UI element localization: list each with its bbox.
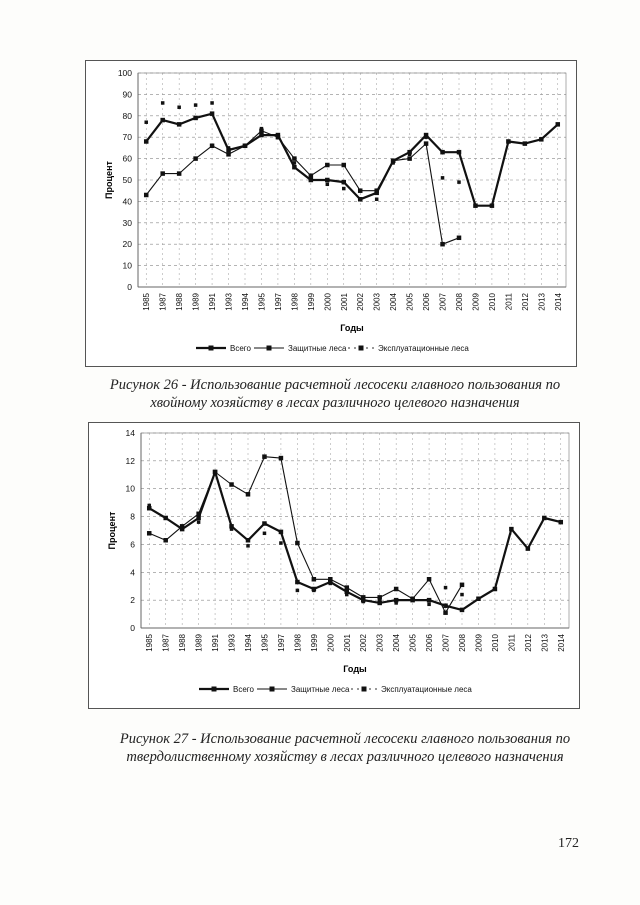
series-point-2 bbox=[147, 504, 151, 508]
x-tick-label: 2001 bbox=[342, 634, 352, 652]
x-tick-label: 2011 bbox=[504, 293, 514, 311]
series-point-1 bbox=[358, 188, 363, 193]
x-tick-label: 2004 bbox=[392, 634, 402, 652]
series-point-1 bbox=[374, 188, 379, 193]
series-point-2 bbox=[213, 470, 217, 474]
x-tick-label: 1997 bbox=[273, 293, 283, 311]
series-point-2 bbox=[457, 180, 461, 184]
y-tick-label: 80 bbox=[122, 110, 132, 121]
series-point-1 bbox=[328, 577, 333, 582]
series-point-1 bbox=[295, 541, 300, 546]
series-point-2 bbox=[194, 103, 198, 107]
series-point-1 bbox=[427, 577, 432, 582]
series-point-0 bbox=[279, 530, 284, 535]
caption-fig27: Рисунок 27 - Использование расчетной лесосеки главного пользования по твердолиственному хозяйству в лесах различного целевого назначения bbox=[119, 731, 571, 765]
series-point-1 bbox=[309, 173, 314, 178]
series-point-2 bbox=[260, 127, 264, 131]
series-point-0 bbox=[460, 608, 465, 613]
series-point-1 bbox=[160, 171, 165, 176]
series-point-2 bbox=[197, 520, 201, 524]
x-tick-label: 1985 bbox=[145, 634, 155, 652]
series-point-2 bbox=[358, 198, 362, 202]
series-point-1 bbox=[177, 171, 182, 176]
series-point-0 bbox=[556, 122, 561, 127]
y-axis-title: Процент bbox=[104, 161, 114, 199]
series-point-0 bbox=[144, 139, 149, 144]
x-tick-label: 2005 bbox=[408, 634, 418, 652]
x-tick-label: 2014 bbox=[556, 634, 566, 652]
series-point-0 bbox=[262, 521, 267, 526]
x-tick-label: 1995 bbox=[257, 293, 267, 311]
x-tick-label: 2002 bbox=[359, 634, 369, 652]
x-tick-label: 1994 bbox=[244, 634, 253, 652]
series-point-0 bbox=[292, 165, 297, 170]
x-tick-label: 2007 bbox=[438, 293, 448, 311]
series-point-1 bbox=[226, 152, 231, 157]
series-point-2 bbox=[279, 541, 283, 545]
x-tick-label: 1989 bbox=[194, 634, 204, 652]
series-point-1 bbox=[407, 156, 412, 161]
legend-label: Защитные леса bbox=[291, 685, 350, 694]
y-tick-label: 20 bbox=[122, 239, 132, 250]
x-tick-label: 1993 bbox=[227, 634, 237, 652]
y-tick-label: 10 bbox=[122, 260, 132, 271]
series-point-1 bbox=[144, 193, 149, 198]
x-tick-label: 2004 bbox=[389, 293, 399, 311]
chart-fig26-svg bbox=[86, 61, 576, 366]
series-point-0 bbox=[506, 139, 511, 144]
series-point-0 bbox=[559, 520, 564, 525]
x-tick-label: 2013 bbox=[537, 293, 547, 311]
series-point-1 bbox=[276, 135, 281, 140]
series-line-1 bbox=[146, 131, 459, 244]
series-point-2 bbox=[296, 589, 300, 593]
series-point-0 bbox=[490, 203, 495, 208]
legend-marker bbox=[209, 346, 214, 351]
chart-fig26 bbox=[85, 60, 577, 367]
series-point-0 bbox=[295, 580, 300, 585]
series-point-1 bbox=[440, 242, 445, 247]
x-tick-label: 1999 bbox=[309, 634, 319, 652]
series-line-1 bbox=[149, 457, 462, 613]
series-point-1 bbox=[361, 595, 366, 600]
chart-fig27 bbox=[88, 422, 580, 709]
series-point-1 bbox=[342, 163, 347, 168]
series-point-0 bbox=[177, 122, 182, 127]
series-point-0 bbox=[325, 178, 330, 183]
x-tick-label: 2009 bbox=[471, 293, 481, 311]
x-tick-label: 2002 bbox=[356, 293, 366, 311]
series-point-2 bbox=[394, 601, 398, 605]
legend-marker bbox=[267, 346, 272, 351]
series-point-0 bbox=[427, 598, 432, 603]
x-tick-label: 2008 bbox=[455, 293, 464, 311]
x-tick-label: 1998 bbox=[293, 634, 303, 652]
series-point-2 bbox=[427, 603, 431, 607]
legend-label: Всего bbox=[233, 685, 254, 694]
y-axis-title: Процент bbox=[107, 511, 117, 550]
x-tick-label: 1997 bbox=[276, 634, 286, 652]
x-tick-label: 2007 bbox=[441, 634, 451, 652]
x-tick-label: 2010 bbox=[490, 634, 500, 652]
series-point-2 bbox=[312, 589, 316, 593]
x-tick-label: 2005 bbox=[405, 293, 415, 311]
y-tick-label: 12 bbox=[125, 455, 135, 466]
series-point-2 bbox=[180, 526, 184, 530]
series-point-1 bbox=[457, 236, 462, 241]
legend-label: Всего bbox=[230, 344, 251, 353]
x-axis-title: Годы bbox=[340, 323, 364, 333]
x-tick-label: 2003 bbox=[375, 634, 385, 652]
series-point-1 bbox=[460, 583, 465, 588]
x-tick-label: 2009 bbox=[474, 634, 484, 652]
x-tick-label: 2006 bbox=[422, 293, 432, 311]
x-tick-label: 1987 bbox=[158, 293, 168, 311]
series-point-1 bbox=[443, 610, 448, 615]
x-tick-label: 1993 bbox=[224, 293, 234, 311]
caption-fig26: Рисунок 26 - Использование расчетной лесосеки главного пользования по хвойному хозяйству в лесах различного целевого назначения bbox=[109, 377, 561, 411]
series-point-2 bbox=[161, 101, 165, 105]
series-point-2 bbox=[210, 101, 214, 105]
series-point-1 bbox=[345, 585, 350, 590]
x-tick-label: 2013 bbox=[540, 634, 550, 652]
series-point-2 bbox=[361, 600, 365, 604]
plot-area bbox=[138, 73, 566, 287]
plot-area bbox=[141, 433, 569, 628]
x-tick-label: 2000 bbox=[326, 634, 336, 652]
series-point-1 bbox=[279, 456, 284, 461]
series-point-1 bbox=[193, 156, 198, 161]
x-tick-label: 2006 bbox=[425, 634, 435, 652]
series-point-2 bbox=[460, 593, 464, 597]
series-point-2 bbox=[375, 198, 379, 202]
x-tick-label: 2003 bbox=[372, 293, 382, 311]
series-point-0 bbox=[509, 527, 514, 532]
series-point-0 bbox=[440, 150, 445, 155]
series-point-2 bbox=[342, 187, 346, 191]
series-point-0 bbox=[259, 133, 264, 138]
series-point-1 bbox=[210, 144, 215, 149]
series-point-2 bbox=[424, 135, 428, 139]
series-point-0 bbox=[246, 538, 251, 543]
series-point-2 bbox=[230, 527, 234, 531]
x-tick-label: 2012 bbox=[520, 293, 530, 311]
x-tick-label: 2014 bbox=[553, 293, 563, 311]
series-point-0 bbox=[539, 137, 544, 142]
series-point-0 bbox=[542, 516, 547, 521]
x-tick-label: 1989 bbox=[191, 293, 201, 311]
series-point-2 bbox=[378, 598, 382, 602]
y-tick-label: 100 bbox=[117, 68, 132, 78]
series-point-0 bbox=[473, 203, 478, 208]
x-tick-label: 2000 bbox=[323, 293, 333, 311]
x-tick-label: 2012 bbox=[523, 634, 533, 652]
y-tick-label: 6 bbox=[130, 539, 135, 550]
series-point-2 bbox=[293, 161, 297, 165]
y-tick-label: 50 bbox=[122, 175, 132, 185]
series-point-2 bbox=[329, 582, 333, 586]
y-tick-label: 60 bbox=[122, 153, 132, 164]
series-point-1 bbox=[196, 512, 201, 517]
series-point-0 bbox=[193, 116, 198, 121]
y-tick-label: 10 bbox=[125, 483, 135, 494]
series-point-2 bbox=[444, 586, 448, 590]
legend-marker bbox=[212, 687, 217, 692]
series-point-1 bbox=[312, 577, 317, 582]
series-point-2 bbox=[263, 532, 267, 536]
series-point-0 bbox=[210, 111, 215, 116]
x-tick-label: 1988 bbox=[175, 293, 185, 311]
y-tick-label: 40 bbox=[122, 196, 132, 207]
y-tick-label: 14 bbox=[125, 428, 135, 438]
series-point-0 bbox=[526, 546, 531, 551]
series-point-1 bbox=[394, 587, 399, 592]
series-point-2 bbox=[164, 516, 168, 520]
series-point-0 bbox=[476, 597, 481, 602]
x-tick-label: 1985 bbox=[142, 293, 152, 311]
legend-marker bbox=[362, 687, 367, 692]
series-point-2 bbox=[391, 161, 395, 165]
y-tick-label: 70 bbox=[122, 132, 132, 143]
series-line-0 bbox=[149, 472, 561, 610]
legend-label: Защитные леса bbox=[288, 344, 347, 353]
y-tick-label: 90 bbox=[122, 89, 132, 100]
series-point-1 bbox=[147, 531, 152, 536]
series-point-1 bbox=[163, 538, 168, 543]
series-point-1 bbox=[424, 141, 429, 146]
series-point-0 bbox=[160, 118, 165, 123]
x-tick-label: 1991 bbox=[208, 293, 218, 311]
x-axis-title: Годы bbox=[343, 664, 367, 674]
y-tick-label: 2 bbox=[130, 595, 135, 606]
series-point-2 bbox=[326, 183, 330, 187]
x-tick-label: 1999 bbox=[306, 293, 316, 311]
series-point-1 bbox=[262, 454, 267, 459]
series-point-2 bbox=[411, 598, 415, 602]
series-point-1 bbox=[292, 156, 297, 161]
series-point-2 bbox=[408, 153, 412, 157]
x-tick-label: 1995 bbox=[260, 634, 270, 652]
series-point-2 bbox=[144, 120, 148, 124]
y-tick-label: 8 bbox=[130, 511, 135, 522]
x-tick-label: 1998 bbox=[290, 293, 300, 311]
series-line-0 bbox=[146, 114, 558, 206]
series-point-0 bbox=[493, 587, 498, 592]
series-point-1 bbox=[229, 482, 234, 487]
y-tick-label: 4 bbox=[130, 567, 135, 578]
y-tick-label: 0 bbox=[130, 623, 135, 633]
x-tick-label: 1988 bbox=[178, 634, 188, 652]
series-point-2 bbox=[345, 593, 349, 597]
x-tick-label: 2001 bbox=[339, 293, 349, 311]
series-point-2 bbox=[227, 146, 231, 150]
series-point-2 bbox=[246, 544, 250, 548]
series-point-0 bbox=[457, 150, 462, 155]
series-point-0 bbox=[443, 603, 448, 608]
series-point-2 bbox=[177, 105, 181, 109]
x-tick-label: 2011 bbox=[507, 634, 517, 652]
x-tick-label: 1991 bbox=[211, 634, 221, 652]
series-point-0 bbox=[342, 180, 347, 185]
page-number: 172 bbox=[558, 836, 579, 851]
y-tick-label: 0 bbox=[127, 282, 132, 292]
y-tick-label: 30 bbox=[122, 217, 132, 228]
x-tick-label: 2008 bbox=[458, 634, 467, 652]
series-point-1 bbox=[246, 492, 251, 497]
chart-fig27-svg bbox=[89, 423, 579, 708]
series-point-0 bbox=[523, 141, 528, 146]
x-tick-label: 2010 bbox=[487, 293, 497, 311]
legend-marker bbox=[359, 346, 364, 351]
x-tick-label: 1987 bbox=[161, 634, 171, 652]
x-tick-label: 1994 bbox=[241, 293, 250, 311]
legend-label: Эксплуатационные леса bbox=[381, 685, 472, 694]
series-point-2 bbox=[309, 178, 313, 182]
series-point-1 bbox=[325, 163, 330, 168]
series-point-0 bbox=[196, 516, 201, 521]
legend-marker bbox=[270, 687, 275, 692]
series-point-1 bbox=[243, 144, 248, 149]
series-point-2 bbox=[441, 176, 445, 180]
legend-label: Эксплуатационные леса bbox=[378, 344, 469, 353]
